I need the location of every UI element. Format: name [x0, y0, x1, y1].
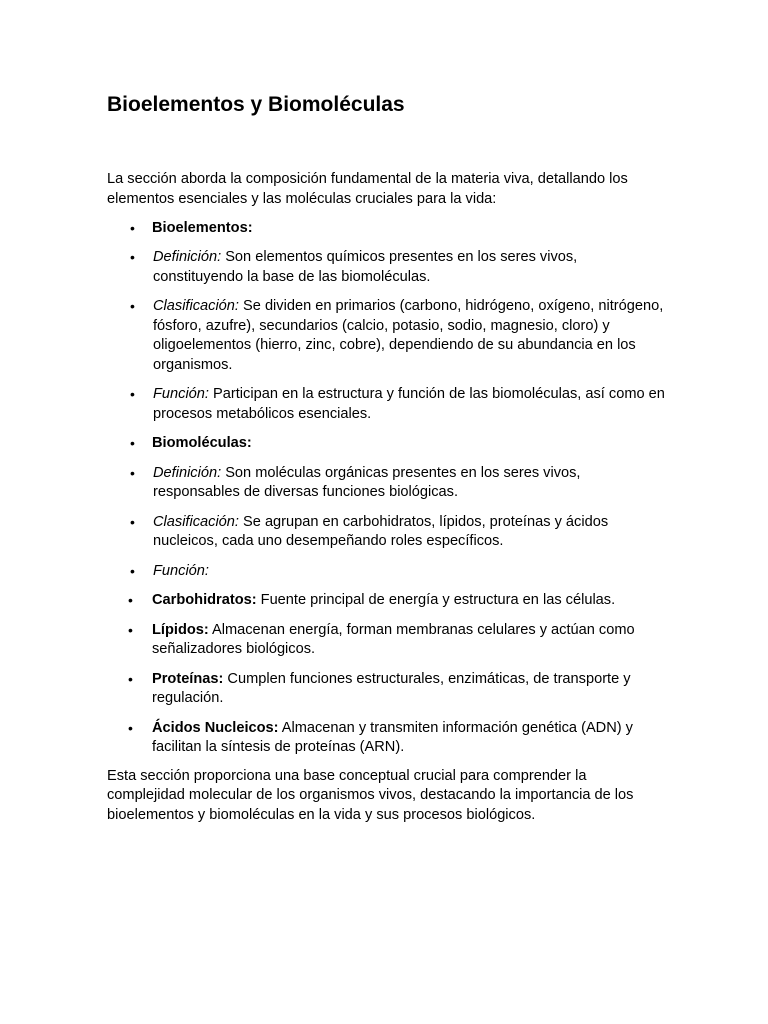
list-item — [107, 248, 667, 287]
item-text: Son elementos químicos presentes en los seres vivos, constituyendo la base de las biomoléculas. — [153, 249, 578, 285]
section-label-bioelementos: • Bioelementos: — [152, 219, 253, 236]
list-item — [107, 621, 667, 660]
funciones-list — [153, 591, 667, 758]
list-item — [107, 513, 667, 552]
item-text: Almacenan y transmiten información genética (ADN) y facilitan la síntesis de proteínas (ARN). — [152, 719, 633, 755]
item-text: Almacenan energía, forman membranas celulares y actúan como señalizadores biológicos. — [152, 621, 635, 657]
item-text: Se agrupan en carbohidratos, lípidos, proteínas y ácidos nucleicos, cada uno desempeñando roles específicos. — [153, 513, 609, 549]
main-list — [107, 219, 667, 758]
list-item — [107, 297, 667, 375]
term: Definición: — [153, 249, 222, 265]
section-label-biomoleculas: • Biomoléculas: — [152, 435, 252, 451]
list-item — [107, 719, 667, 758]
term: Función: — [153, 386, 209, 402]
document-body — [107, 170, 667, 825]
list-item-biomoleculas — [107, 434, 667, 758]
bioelementos-list — [152, 248, 667, 424]
term: Clasificación: — [153, 513, 239, 530]
page-title: Bioelementos y Biomoléculas — [107, 93, 405, 116]
term: Función: — [153, 562, 209, 579]
item-text: Cumplen funciones estructurales, enzimáticas, de transporte y regulación. — [152, 670, 631, 706]
list-item — [107, 464, 667, 503]
list-item — [107, 591, 667, 611]
item-text: Se dividen en primarios (carbono, hidrógeno, oxígeno, nitrógeno, fósforo, azufre), secundarios (calcio, potasio, sodio, magnesio, cloro) y oligoelementos (hierro, zinc, cobre), dependiendo de su abundancia en los organismos. — [153, 298, 664, 373]
closing-paragraph: Esta sección proporciona una base conceptual crucial para comprender la complejidad molecular de los organismos vivos, destacando la importancia de los bioelementos y biomoléculas en la vida y sus procesos biológicos. — [107, 767, 634, 823]
item-text: Son moléculas orgánicas presentes en los seres vivos, responsables de diversas funciones biológicas. — [153, 464, 581, 500]
item-text-wrapper — [153, 562, 667, 582]
item-text: Participan en la estructura y función de las biomoléculas, así como en procesos metabólicos esenciales. — [153, 386, 665, 422]
term: Clasificación: — [153, 298, 239, 314]
item-text: Fuente principal de energía y estructura en las células. — [256, 592, 616, 608]
intro-paragraph: La sección aborda la composición fundamental de la materia viva, detallando los elementos esenciales y las moléculas cruciales para la vida: — [107, 171, 628, 207]
term: Carbohidratos: — [152, 592, 257, 608]
term: Ácidos Nucleicos: — [152, 719, 279, 736]
term: Proteínas: — [152, 670, 224, 687]
term: Lípidos: — [152, 621, 209, 638]
term: Definición: — [153, 464, 222, 481]
list-item-bioelementos — [107, 219, 667, 425]
list-item-funcion — [107, 562, 667, 758]
list-item — [107, 670, 667, 709]
list-item — [107, 385, 667, 424]
biomoleculas-list — [152, 464, 667, 758]
